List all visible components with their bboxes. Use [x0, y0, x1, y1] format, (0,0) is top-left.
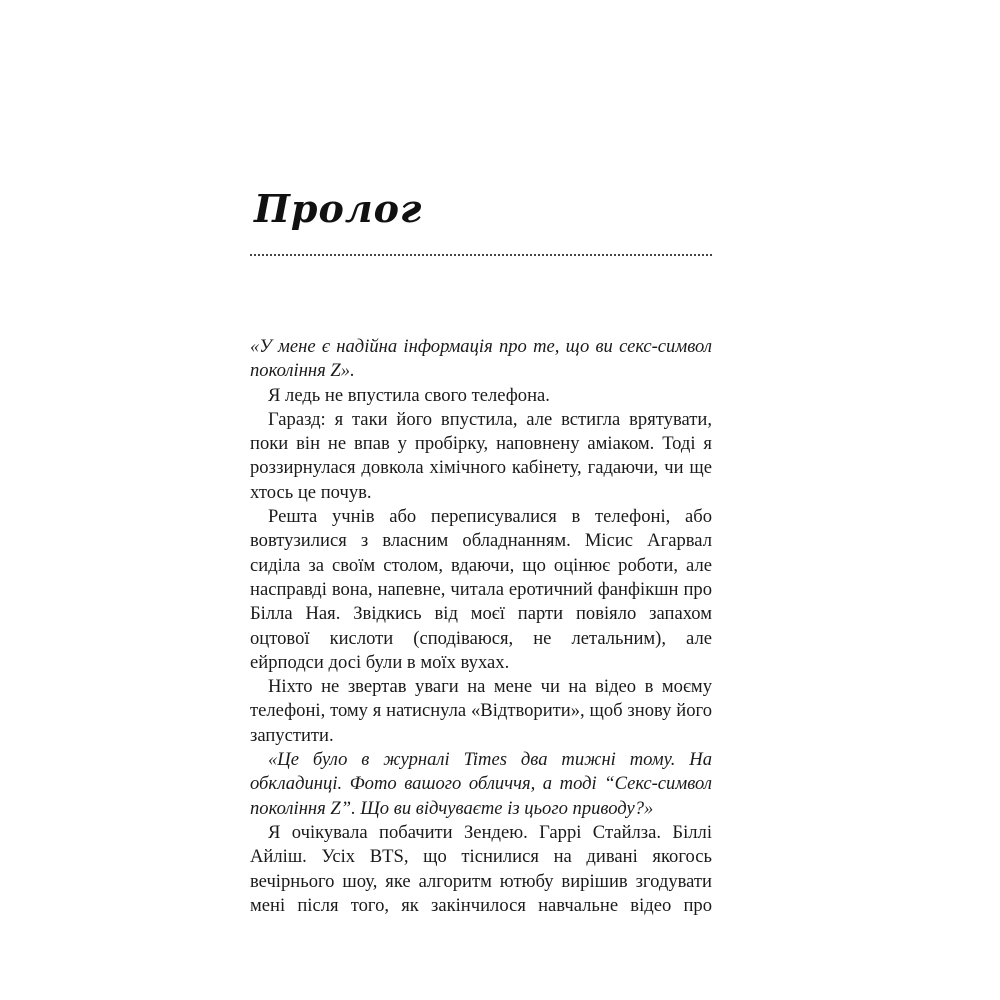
body-text [250, 335, 712, 918]
paragraph: Гаразд: я таки його впустила, але встигла врятувати, поки він не впав у пробірку, наповнену аміаком. Тоді я роззирнулася довкола хімічного кабінету, гадаючи, чи ще хтось це почув. [250, 408, 712, 503]
chapter-title: Пролог [254, 186, 423, 231]
paragraph: Я очікувала побачити Зендею. Гаррі Стайлза. Біллі Айліш. Усіх BTS, що тіснилися на дивані якогось вечірнього шоу, яке алгоритм ютюбу вирішив згодувати мені після того, як закінчилося навчальне відео про [250, 821, 712, 916]
paragraph-quote-1: «У мене є надійна інформація про те, що ви секс-символ покоління Z». [250, 336, 712, 382]
paragraph: Ніхто не звертав уваги на мене чи на відео в моєму телефоні, тому я натиснула «Відтворити», щоб знову його запустити. [250, 676, 712, 746]
paragraph: Решта учнів або переписувалися в телефоні, або вовтузилися з власним обладнанням. Місис Агарвал сиділа за своїм столом, вдаючи, що оцінює роботи, але насправді вона, напевне, читала еротичний фанфікшн про Білла Ная. Звідкись від моєї парти повіяло запахом оцтової кислоти (сподіваюся, не летальним), але ейрподси досі були в моїх вухах. [250, 506, 712, 673]
dotted-divider [250, 254, 712, 256]
book-page [250, 0, 712, 1000]
paragraph-quote-2: «Це було в журналі Times два тижні тому. На обкладинці. Фото вашого обличчя, а тоді “Секс-символ покоління Z”. Що ви відчуваєте із цього приводу?» [250, 749, 712, 819]
paragraph: Я ледь не впустила свого телефона. [268, 384, 550, 406]
